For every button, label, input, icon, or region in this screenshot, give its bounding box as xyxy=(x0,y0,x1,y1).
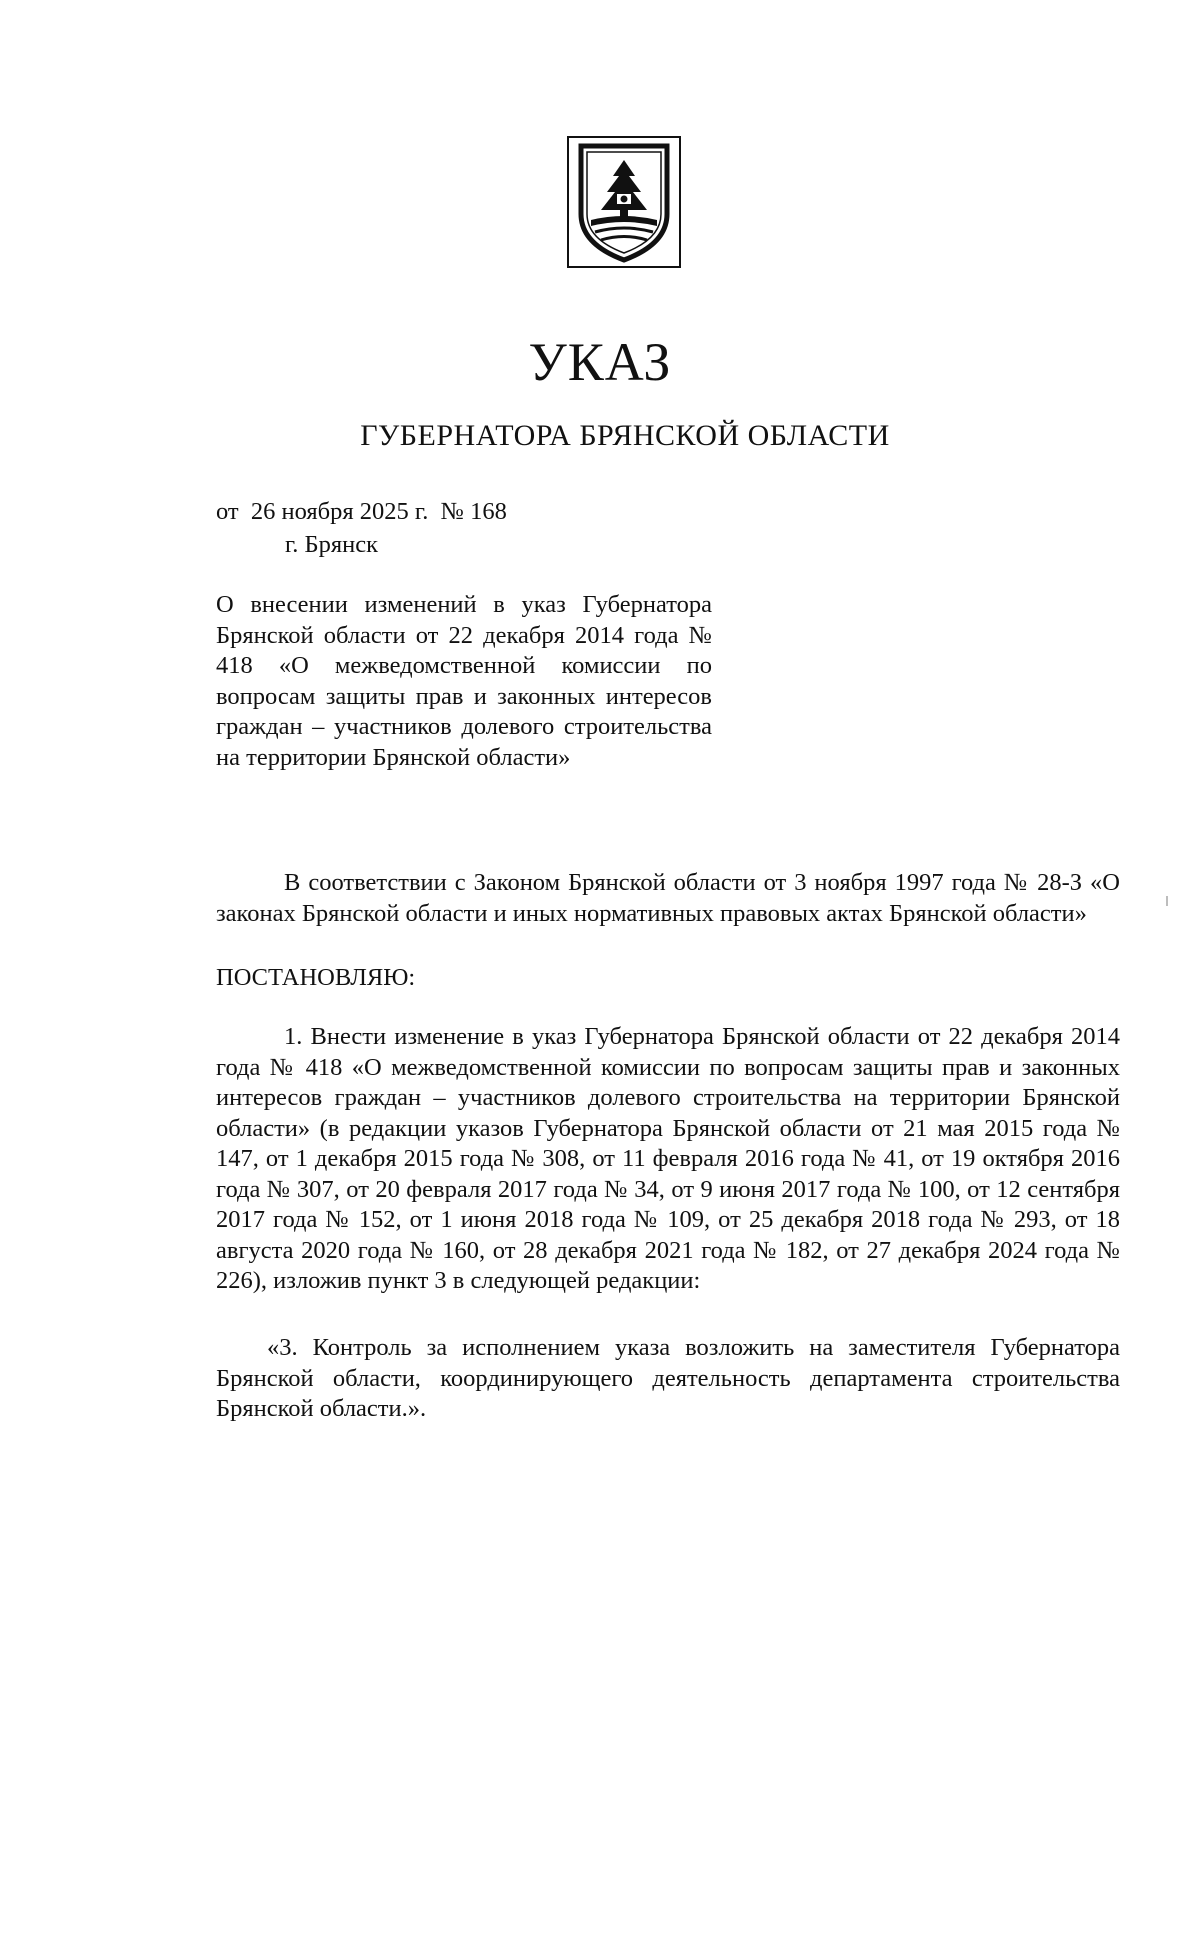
document-subtitle: ГУБЕРНАТОРА БРЯНСКОЙ ОБЛАСТИ xyxy=(360,419,890,452)
decree-item-1: 1. Внести изменение в указ Губернатора Брянской области от 22 декабря 2014 года № 418 «О межведомственной комиссии по вопросам защиты прав и законных интересов граждан – участников долевого строительства на территории Брянской области» (в редакции указов Губернатора Брянской области от 21 мая 2015 года № 147, от 1 декабря 2015 года № 308, от 11 февраля 2016 года № 41, от 19 октября 2016 года № 307, от 20 февраля 2017 года № 34, от 9 июня 2017 года № 100, от 12 сентября 2017 года № 152, от 1 июня 2018 года № 109, от 25 декабря 2018 года № 293, от 18 августа 2020 года № 160, от 28 декабря 2021 года № 182, от 27 декабря 2024 года № 226), изложив пункт 3 в следующей редакции: xyxy=(216,1023,1120,1294)
document-subject: О внесении изменений в указ Губернатора Брянской области от 22 декабря 2014 года № 418 «О межведомственной комиссии по вопросам защиты прав и законных интересов граждан – участников долевого строительства на территории Брянской области» xyxy=(216,591,712,771)
document-title: УКАЗ xyxy=(528,332,672,392)
decree-item-3-quote: «3. Контроль за исполнением указа возложить на заместителя Губернатора Брянской области, координирующего деятельность департамента строительства Брянской области.». xyxy=(216,1334,1120,1422)
legal-basis-paragraph: В соответствии с Законом Брянской области от 3 ноября 1997 года № 28-З «О законах Брянской области и иных нормативных правовых актах Брянской области» xyxy=(216,869,1120,927)
document-date-number: от 26 ноября 2025 г. № 168 xyxy=(216,498,507,525)
document-city: г. Брянск xyxy=(285,531,379,558)
bryansk-coat-of-arms-icon xyxy=(567,136,681,268)
scan-artifact xyxy=(1166,896,1168,906)
decree-word: ПОСТАНОВЛЯЮ: xyxy=(216,964,416,991)
